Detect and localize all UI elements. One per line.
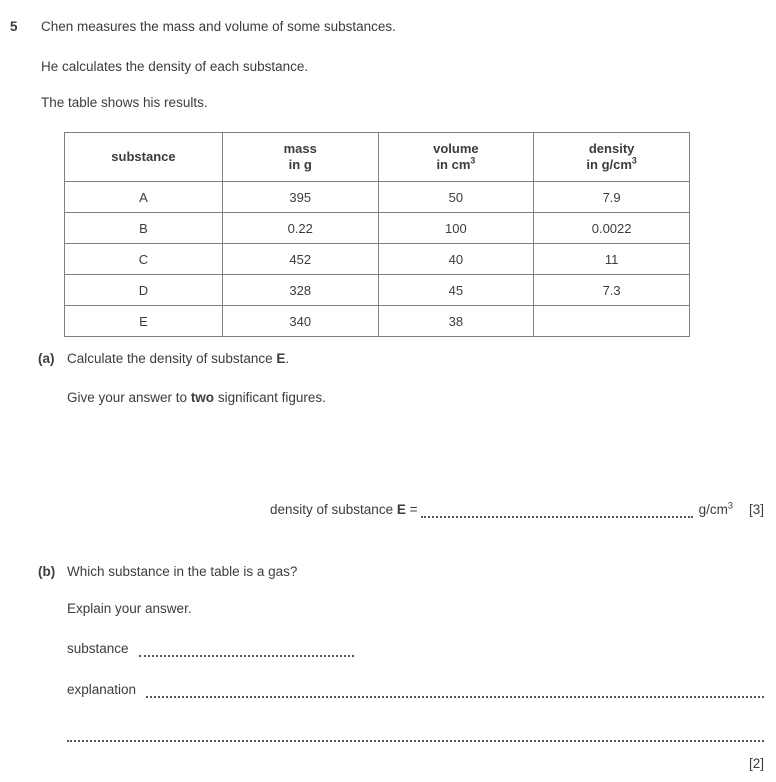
part-a-line-1-pre: Calculate the density of substance	[67, 351, 277, 366]
column-header-mass	[222, 133, 378, 182]
part-b-explanation-blank-line-2[interactable]	[67, 740, 764, 742]
cell-density-blank	[534, 306, 690, 337]
question-number: 5	[10, 19, 18, 34]
part-b-substance-label: substance	[67, 641, 129, 656]
column-header-density-line2: in g/cm	[586, 157, 632, 172]
table-row	[65, 306, 690, 337]
part-b-line-2: Explain your answer.	[67, 601, 192, 616]
part-a-line-2-post: significant figures.	[214, 390, 326, 405]
cell-mass: 452	[222, 244, 378, 275]
cell-mass: 0.22	[222, 213, 378, 244]
part-a-line-2-pre: Give your answer to	[67, 390, 191, 405]
cell-mass: 328	[222, 275, 378, 306]
part-a-unit-exponent: 3	[727, 500, 733, 511]
part-a-marks: [3]	[748, 502, 764, 517]
part-b-line-1: Which substance in the table is a gas?	[67, 564, 298, 579]
part-a-answer-unit	[699, 502, 749, 517]
part-a-label: (a)	[38, 351, 55, 366]
part-a-answer-blank[interactable]	[421, 516, 692, 518]
cell-substance: D	[65, 275, 223, 306]
cell-density: 7.9	[534, 182, 690, 213]
cell-substance: B	[65, 213, 223, 244]
part-a-emphasis-two: two	[190, 390, 215, 405]
table-row	[65, 182, 690, 213]
column-header-density	[534, 133, 690, 182]
table-row	[65, 244, 690, 275]
part-b-substance-blank[interactable]	[139, 655, 354, 657]
part-a-answer-substance-letter: E	[396, 502, 406, 517]
column-header-substance: substance	[65, 133, 223, 182]
cell-volume: 38	[378, 306, 534, 337]
intro-line-3: The table shows his results.	[41, 95, 208, 110]
part-a-line-1	[67, 351, 289, 366]
volume-unit-exponent: 3	[470, 155, 476, 166]
part-b-explanation-blank[interactable]	[146, 696, 764, 698]
column-header-mass-line2: in g	[288, 157, 312, 172]
table-row	[65, 213, 690, 244]
cell-volume: 45	[378, 275, 534, 306]
table-header-row	[65, 133, 690, 182]
cell-density: 11	[534, 244, 690, 275]
column-header-mass-line1: mass	[283, 140, 317, 156]
table-row	[65, 275, 690, 306]
cell-substance: E	[65, 306, 223, 337]
part-a-unit-text: g/cm	[698, 502, 728, 517]
part-a-substance-letter: E	[276, 351, 286, 366]
part-a-answer-row	[270, 502, 764, 517]
column-header-volume-line2: in cm	[436, 157, 471, 172]
intro-line-1: Chen measures the mass and volume of some substances.	[41, 19, 396, 34]
part-b-explanation-label: explanation	[67, 682, 137, 697]
part-a-answer-label-pre: density of substance	[270, 502, 397, 517]
cell-substance: C	[65, 244, 223, 275]
part-b-substance-row	[67, 641, 387, 656]
part-b-explanation-row	[67, 682, 764, 697]
column-header-volume	[378, 133, 534, 182]
cell-substance: A	[65, 182, 223, 213]
cell-volume: 40	[378, 244, 534, 275]
part-a-answer-label-post: =	[405, 502, 418, 517]
cell-volume: 100	[378, 213, 534, 244]
part-b-label: (b)	[38, 564, 56, 579]
column-header-density-line1: density	[588, 140, 635, 156]
part-a-answer-label	[270, 502, 417, 517]
column-header-volume-line1: volume	[433, 140, 479, 156]
cell-mass: 340	[222, 306, 378, 337]
part-a-line-2	[67, 390, 326, 405]
cell-volume: 50	[378, 182, 534, 213]
cell-density: 0.0022	[534, 213, 690, 244]
cell-mass: 395	[222, 182, 378, 213]
part-b-marks: [2]	[748, 756, 764, 771]
intro-line-2: He calculates the density of each substance.	[41, 59, 309, 74]
part-a-line-1-post: .	[285, 351, 290, 366]
cell-density: 7.3	[534, 275, 690, 306]
density-unit-exponent: 3	[631, 155, 637, 166]
results-table	[64, 132, 690, 337]
